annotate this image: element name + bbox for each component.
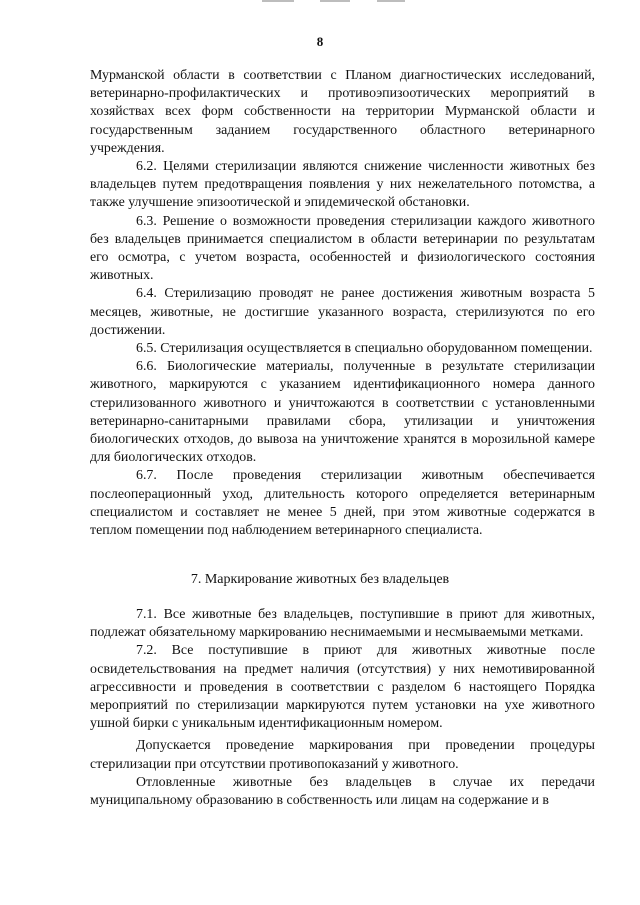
paragraph-6-2: 6.2. Целями стерилизации являются снижение численности животных без владельцев путем предотвращения появления у них нежелательного потомства, а также улучшение эпизоотической и эпидемической обстановки. (90, 159, 595, 211)
paragraph-6-5: 6.5. Стерилизация осуществляется в специально оборудованном помещении. (136, 341, 593, 357)
paragraph-7-2: 7.2. Все поступившие в приют для животных животные после освидетельствования на предмет наличия (отсутствия) у них немотивированной агрессивности и проведения в соответствии с разделом 6 настоящего Порядка мероприятий по стерилизации маркируются путем установки на ухе животного ушной бирки с уникальным идентификационным номером. (90, 643, 595, 732)
scan-edge-marks (0, 0, 640, 6)
paragraph-7-1: 7.1. Все животные без владельцев, поступившие в приют для животных, подлежат обязательному маркированию неснимаемыми и несмываемыми метками. (90, 607, 595, 641)
paragraph-6-6: 6.6. Биологические материалы, полученные в результате стерилизации животного, маркируются с указанием идентификационного номера данного стерилизованного животного и уничтожаются в соответствии с установленными ветеринарно-санитарными правилами сбора, утилизации и уничтожения биологических отходов, до вывоза на уничтожение хранятся в морозильной камере для биологических отходов. (90, 359, 595, 466)
paragraph-marking-during-sterilization: Допускается проведение маркирования при проведении процедуры стерилизации при отсутствии противопоказаний у животного. (90, 738, 595, 772)
paragraph-6-3: 6.3. Решение о возможности проведения стерилизации каждого животного без владельцев принимается специалистом в области ветеринарии по результатам его осмотра, с учетом возраста, особенностей и физиологического состояния животных. (90, 213, 595, 284)
section-6-text (90, 67, 595, 540)
page-number: 8 (316, 34, 324, 49)
section-7-heading: 7. Маркирование животных без владельцев (190, 572, 450, 587)
paragraph-6-4: 6.4. Стерилизацию проводят не ранее достижения животным возраста 5 месяцев, животные, не достигшие указанного возраста, стерилизуются по его достижении. (90, 286, 595, 338)
paragraph-6-7: 6.7. После проведения стерилизации животным обеспечивается послеоперационный уход, длительность которого определяется ветеринарным специалистом и составляет не менее 5 дней, при этом животные содержатся в теплом помещении под наблюдением ветеринарного специалиста. (90, 468, 595, 539)
paragraph-transfer-of-animals: Отловленные животные без владельцев в случае их передачи муниципальному образованию в собственность или лицам на содержание и в (90, 774, 595, 809)
section-7-text (90, 606, 595, 810)
paragraph-6-1-continuation: Мурманской области в соответствии с Планом диагностических исследований, ветеринарно-профилактических и противоэпизоотических мероприятий в хозяйствах всех форм собственности на территории Мурманской области и государственным заданием государственного областного ветеринарного учреждения. (90, 68, 595, 156)
